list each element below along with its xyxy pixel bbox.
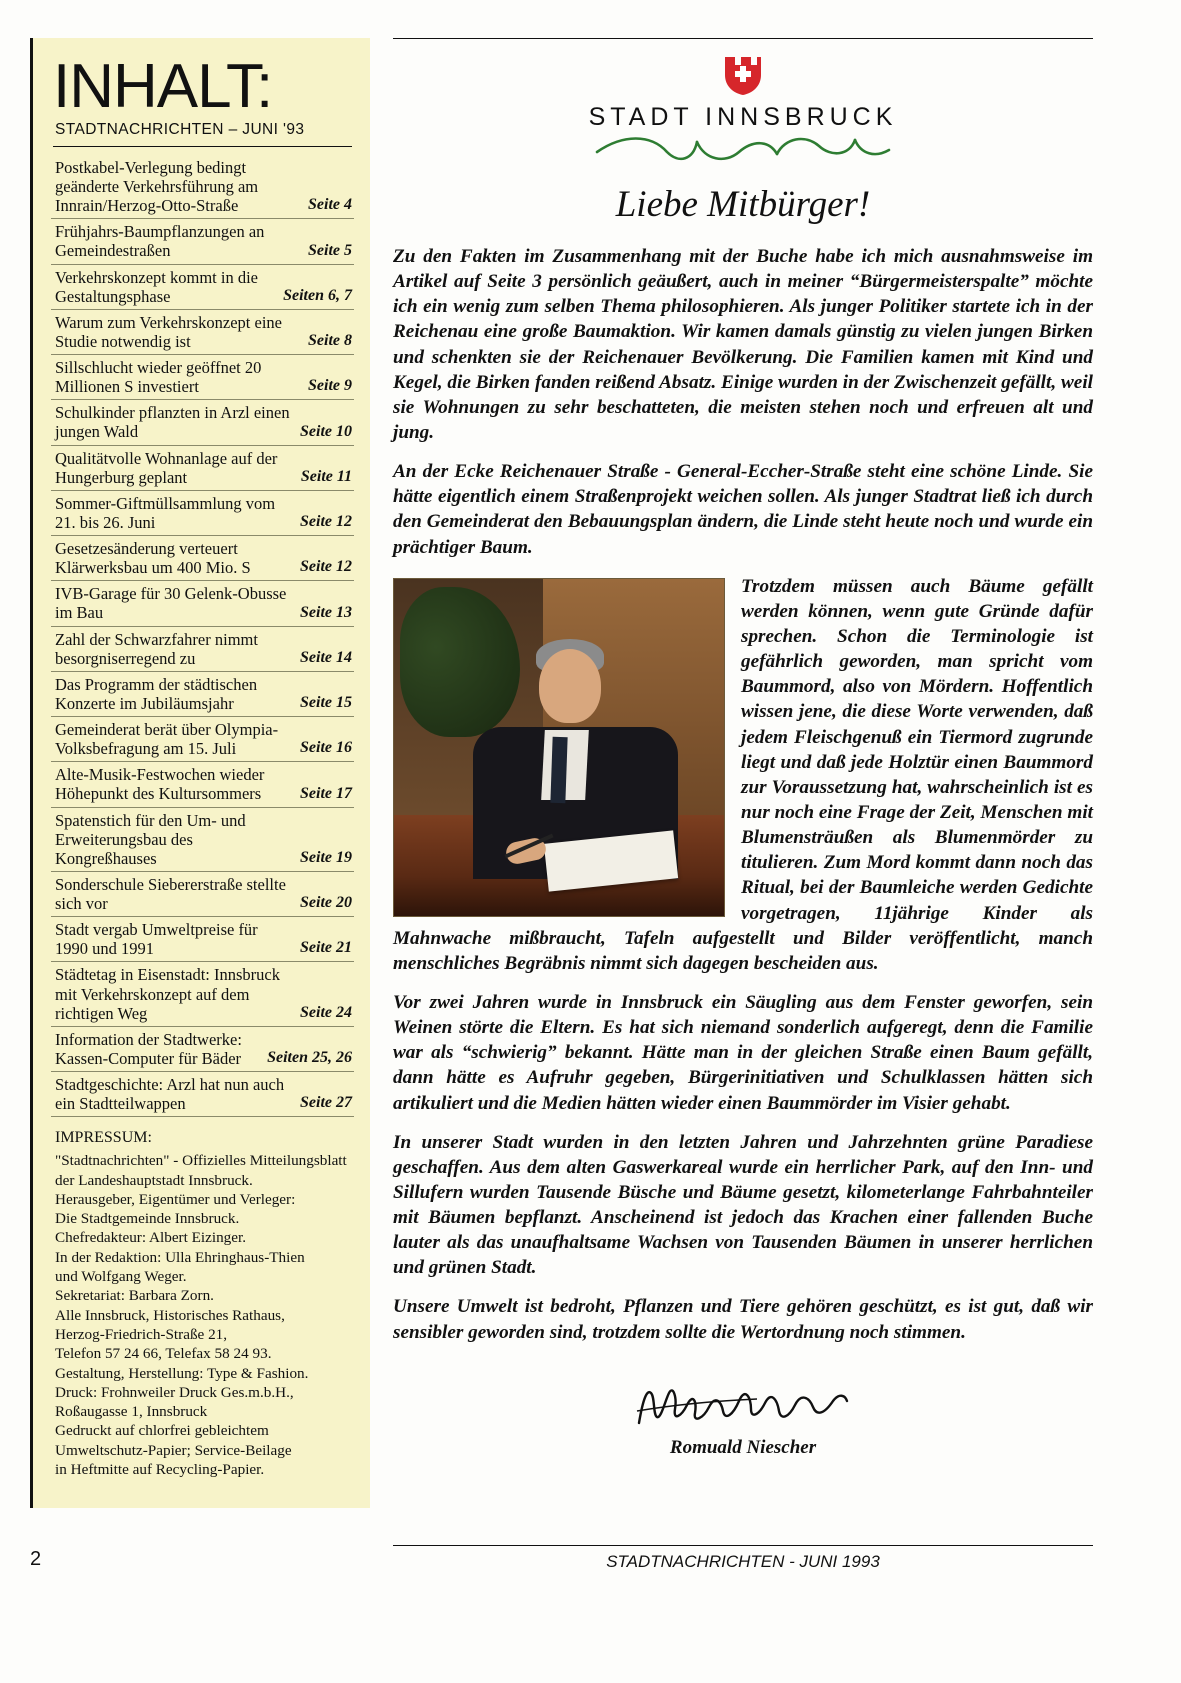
impressum-line: Umweltschutz-Papier; Service-Beilage [55, 1441, 292, 1459]
toc-item-label: Alte-Musik-Festwochen wieder Höhepunkt des Kultursommers [55, 765, 265, 804]
mayor-letter-column [393, 38, 1093, 1508]
impressum-line: der Landeshauptstadt Innsbruck. [55, 1171, 253, 1189]
toc-item-page: Seite 11 [300, 467, 352, 485]
table-of-contents-panel [30, 38, 370, 1508]
toc-item-label: Postkabel-Verlegung bedingt geänderte Verkehrsführung am Innrain/Herzog-Otto-Straße [55, 157, 259, 216]
toc-item-page: Seite 9 [308, 377, 352, 395]
impressum-line: Gedruckt auf chlorfrei gebleichtem [55, 1422, 269, 1440]
list-item[interactable] [51, 1072, 354, 1117]
impressum-line: Telefon 57 24 66, Telefax 58 24 93. [55, 1345, 272, 1363]
mayor-photo [393, 578, 725, 917]
impressum-line: Die Stadtgemeinde Innsbruck. [55, 1210, 240, 1228]
toc-item-label: Städtetag in Eisenstadt: Innsbruck mit Verkehrskonzept auf dem richtigen Weg [55, 965, 280, 1023]
list-item[interactable] [51, 491, 354, 536]
list-item[interactable] [51, 1027, 354, 1072]
letter-greeting: Liebe Mitbürger! [615, 184, 871, 225]
page-number: 2 [30, 1548, 42, 1570]
list-item[interactable] [51, 265, 354, 310]
page-title: INHALT: [53, 52, 273, 121]
impressum-line: "Stadtnachrichten" - Offizielles Mitteilungsblatt [55, 1152, 347, 1170]
impressum-line: Gestaltung, Herstellung: Type & Fashion. [55, 1364, 309, 1382]
toc-item-page: Seiten 6, 7 [283, 286, 352, 304]
list-item[interactable] [51, 917, 354, 962]
list-item[interactable] [51, 219, 354, 264]
toc-item-label: Sonderschule Siebererstraße stellte sich vor [55, 874, 286, 914]
toc-item-label: Information der Stadtwerke: Kassen-Computer für Bäder [55, 1029, 242, 1068]
article-paragraph: Zu den Fakten im Zusammenhang mit der Buche habe ich mich ausnahmsweise im Artikel auf Seite 3 persönlich geäußert, auch in meiner “Bürgermeisterspalte” möchte ich ein wenig zum selben Thema philosophieren. Als junger Politiker startete ich in der Reichenau eine große Baumaktion. Wir kamen damals günstig zu vielen jungen Birken und schenkten sie der Reichenauer Bevölkerung. Die Familien kamen mit Kind und Kegel, die Birken fanden reißend Absatz. Einige wurden in der Zwischenzeit gefällt, weil sie Wohnungen zu sehr beschatteten, die meisten stehen noch und erfreuen alt und jung. [393, 246, 1093, 443]
toc-divider [53, 146, 352, 147]
toc-item-page: Seite 21 [300, 939, 352, 957]
impressum-title: IMPRESSUM: [55, 1129, 152, 1147]
toc-item-label: Schulkinder pflanzten in Arzl einen jungen Wald [55, 403, 290, 442]
impressum-line: Alle Innsbruck, Historisches Rathaus, [55, 1306, 285, 1324]
toc-item-page: Seite 10 [300, 422, 352, 440]
list-item[interactable] [51, 155, 354, 219]
article-paragraph: Unsere Umwelt ist bedroht, Pflanzen und Tiere gehören geschützt, es ist gut, daß wir sensibler geworden sind, trotzdem sollte die Wertordnung noch stimmen. [393, 1296, 1093, 1343]
article-paragraph: In unserer Stadt wurden in den letzten Jahren und Jahrzehnten grüne Paradiese geschaffen. Aus dem alten Gaswerkareal wurde ein herrlicher Park, auf den Inn- und Sillufern wurden Tausende Büsche und Bäume gesetzt, kilometerlange Fahrbahnteiler mit Bäumen bepflanzt. Anscheinend ist jedoch das Krachen einer fallenden Buche lauter als das unaufhaltsame Wachsen von Tausenden Bäumen in unserer herrlichen und grünen Stadt. [393, 1131, 1093, 1279]
toc-item-page: Seiten 25, 26 [267, 1049, 352, 1067]
impressum-line: Herzog-Friedrich-Straße 21, [55, 1325, 228, 1343]
toc-item-label: Warum zum Verkehrskonzept eine Studie notwendig ist [55, 312, 282, 351]
list-item[interactable] [51, 355, 354, 400]
toc-item-page: Seite 17 [300, 784, 352, 802]
toc-item-label: Verkehrskonzept kommt in die Gestaltungsphase [55, 267, 258, 306]
toc-item-label: Sillschlucht wieder geöffnet 20 Millionen S investiert [55, 358, 262, 397]
list-item[interactable] [51, 808, 354, 872]
impressum-block [51, 1129, 354, 1479]
toc-item-page: Seite 5 [308, 241, 352, 259]
toc-item-page: Seite 8 [308, 332, 352, 350]
impressum-line: Sekretariat: Barbara Zorn. [55, 1287, 214, 1305]
signature-image [393, 1371, 1093, 1433]
list-item[interactable] [51, 717, 354, 762]
toc-item-page: Seite 15 [300, 694, 352, 712]
list-item[interactable] [51, 762, 354, 807]
toc-list [51, 155, 354, 1117]
toc-item-label: Gemeinderat berät über Olympia-Volksbefragung am 15. Juli [55, 720, 279, 759]
toc-item-label: Stadt vergab Umweltpreise für 1990 und 1991 [55, 920, 258, 959]
impressum-line: in Heftmitte auf Recycling-Papier. [55, 1461, 265, 1479]
toc-item-label: Das Programm der städtischen Konzerte im Jubiläumsjahr [55, 674, 258, 713]
innsbruck-crest-icon [393, 55, 1093, 97]
toc-item-page: Seite 27 [300, 1094, 352, 1112]
toc-item-page: Seite 12 [300, 513, 352, 531]
swirl-ornament-icon [393, 130, 1093, 169]
toc-item-label: Gesetzesänderung verteuert Klärwerksbau um 400 Mio. S [55, 539, 251, 578]
list-item[interactable] [51, 536, 354, 581]
toc-item-page: Seite 12 [300, 558, 352, 576]
impressum-line: Roßaugasse 1, Innsbruck [55, 1403, 208, 1421]
header-divider [393, 38, 1093, 39]
article-paragraph: Trotzdem müssen auch Bäume gefällt werden können, wenn gute Gründe dafür sprechen. Schon die Terminologie ist gefährlich geworden, man spricht vom Baummord, also von Mördern. Hoffentlich wissen jene, die diese Worte verwenden, daß jedem Fleischgenuß ein Tiermord zugrunde liegt und daß jede Holztür einen Baummord zur Voraussetzung hat, wahrscheinlich ist es nur noch eine Frage der Zeit, Menschen mit Blumensträußen als Blumenmörder zu titulieren. Zum Mord kommt dann noch das Ritual, bei der Baumleiche werden Gedichte vorgetragen, 11jährige Kinder als Mahnwache mißbraucht, Tafeln aufgestellt und Bilder veröffentlicht, manch menschliches Begräbnis nimmt sich dagegen bescheiden aus. [393, 575, 1093, 974]
list-item[interactable] [51, 310, 354, 355]
list-item[interactable] [51, 400, 354, 445]
publisher-name: STADT INNSBRUCK [588, 103, 898, 131]
toc-item-label: Zahl der Schwarzfahrer nimmt besorgniserregend zu [55, 629, 258, 668]
toc-item-page: Seite 20 [300, 894, 352, 912]
footer-text: STADTNACHRICHTEN - JUNI 1993 [606, 1552, 880, 1571]
list-item[interactable] [51, 581, 354, 626]
toc-item-page: Seite 19 [300, 848, 352, 866]
list-item[interactable] [51, 672, 354, 717]
list-item[interactable] [51, 962, 354, 1026]
list-item[interactable] [51, 872, 354, 917]
signature-name: Romuald Niescher [669, 1436, 817, 1458]
toc-item-label: Sommer-Giftmüllsammlung vom 21. bis 26. Juni [55, 493, 276, 532]
toc-item-label: Spatenstich für den Um- und Erweiterungsbau des Kongreßhauses [55, 810, 246, 868]
impressum-line: In der Redaktion: Ulla Ehringhaus-Thien [55, 1248, 305, 1266]
toc-item-page: Seite 16 [300, 739, 352, 757]
toc-item-label: IVB-Garage für 30 Gelenk-Obusse im Bau [55, 584, 287, 623]
impressum-line: Druck: Frohnweiler Druck Ges.m.b.H., [55, 1383, 294, 1401]
footer-divider [393, 1545, 1093, 1546]
impressum-line: Chefredakteur: Albert Eizinger. [55, 1229, 247, 1247]
impressum-line: Herausgeber, Eigentümer und Verleger: [55, 1190, 296, 1208]
impressum-line: und Wolfgang Weger. [55, 1268, 187, 1286]
toc-item-label: Frühjahrs-Baumpflanzungen an Gemeindestraßen [55, 222, 265, 261]
toc-item-page: Seite 14 [300, 648, 352, 666]
toc-item-label: Qualitätvolle Wohnanlage auf der Hungerburg geplant [55, 448, 278, 487]
toc-item-page: Seite 4 [308, 196, 352, 214]
toc-subtitle: STADTNACHRICHTEN – JUNI '93 [55, 120, 305, 138]
list-item[interactable] [51, 627, 354, 672]
article-paragraph: An der Ecke Reichenauer Straße - General-Eccher-Straße steht eine schöne Linde. Sie hätte eigentlich einem Straßenprojekt weichen sollen. Als junger Stadtrat ließ ich durch den Gemeinderat den Bebauungsplan ändern, die Linde steht heute noch und wurde ein prächtiger Baum. [393, 461, 1093, 558]
toc-item-page: Seite 24 [300, 1003, 352, 1021]
list-item[interactable] [51, 446, 354, 491]
toc-item-label: Stadtgeschichte: Arzl hat nun auch ein Stadtteilwappen [55, 1075, 285, 1114]
article-paragraph: Vor zwei Jahren wurde in Innsbruck ein Säugling aus dem Fenster geworfen, sein Weinen störte die Eltern. Es hat sich niemand sonderlich aufgeregt, denn die Familie war als “schwierig” bekannt. Hätte man in der gleichen Straße einen Baum gefällt, dann hätte es Aufruhr gegeben, Bürgerinitiativen und Schulklassen hätten sich artikuliert und die Medien hätten wieder einen Baummörder im Visier gehabt. [393, 991, 1093, 1114]
toc-item-page: Seite 13 [300, 603, 352, 621]
